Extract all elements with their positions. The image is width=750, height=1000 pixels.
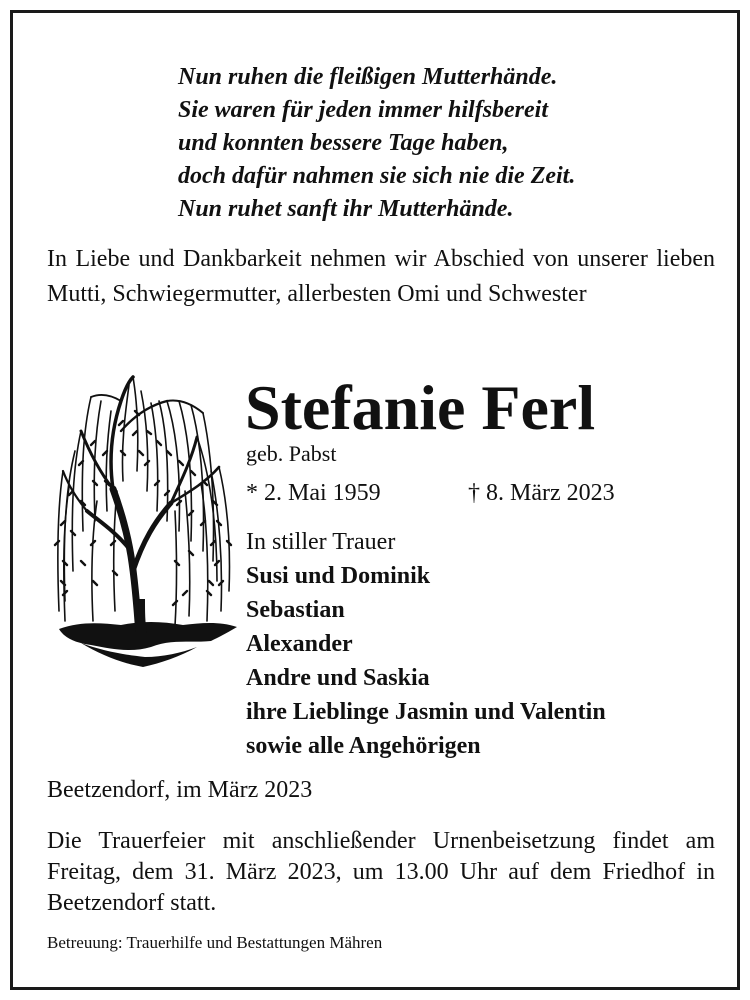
farewell-intro: In Liebe und Dankbarkeit nehmen wir Abschied von unserer lieben Mutti, Schwiegermutter, allerbesten Omi und Schwester bbox=[47, 246, 715, 307]
poem-line: und konnten bessere Tage haben, bbox=[178, 130, 509, 156]
mourner-name: sowie alle Angehörigen bbox=[246, 733, 481, 759]
obituary-notice bbox=[10, 10, 740, 990]
weeping-willow-icon bbox=[51, 371, 241, 676]
death-date: † 8. März 2023 bbox=[468, 480, 615, 506]
poem-line: Nun ruhen die fleißigen Mutterhände. bbox=[178, 64, 558, 90]
funeral-info: Die Trauerfeier mit anschließender Urnenbeisetzung findet am Freitag, dem 31. März 2023, um 13.00 Uhr auf dem Friedhof in Beetzendorf statt. bbox=[47, 828, 715, 916]
mourner-name: Andre und Saskia bbox=[246, 665, 430, 691]
care-note: Betreuung: Trauerhilfe und Bestattungen Mähren bbox=[47, 933, 383, 952]
birth-date: * 2. Mai 1959 bbox=[246, 480, 381, 506]
deceased-name: Stefanie Ferl bbox=[245, 372, 596, 443]
place-date: Beetzendorf, im März 2023 bbox=[47, 777, 313, 803]
poem-line: Nun ruhet sanft ihr Mutterhände. bbox=[178, 196, 514, 222]
mourner-name: ihre Lieblinge Jasmin und Valentin bbox=[246, 699, 606, 725]
mourners-intro: In stiller Trauer bbox=[246, 529, 396, 555]
poem-line: Sie waren für jeden immer hilfsbereit bbox=[178, 97, 549, 123]
memorial-poem bbox=[178, 61, 575, 226]
poem-line: doch dafür nahmen sie sich nie die Zeit. bbox=[178, 163, 576, 189]
mourner-name: Sebastian bbox=[246, 597, 345, 623]
mourners-list bbox=[246, 525, 606, 763]
mourner-name: Susi und Dominik bbox=[246, 563, 431, 589]
mourner-name: Alexander bbox=[246, 631, 353, 657]
maiden-name: geb. Pabst bbox=[246, 441, 337, 466]
